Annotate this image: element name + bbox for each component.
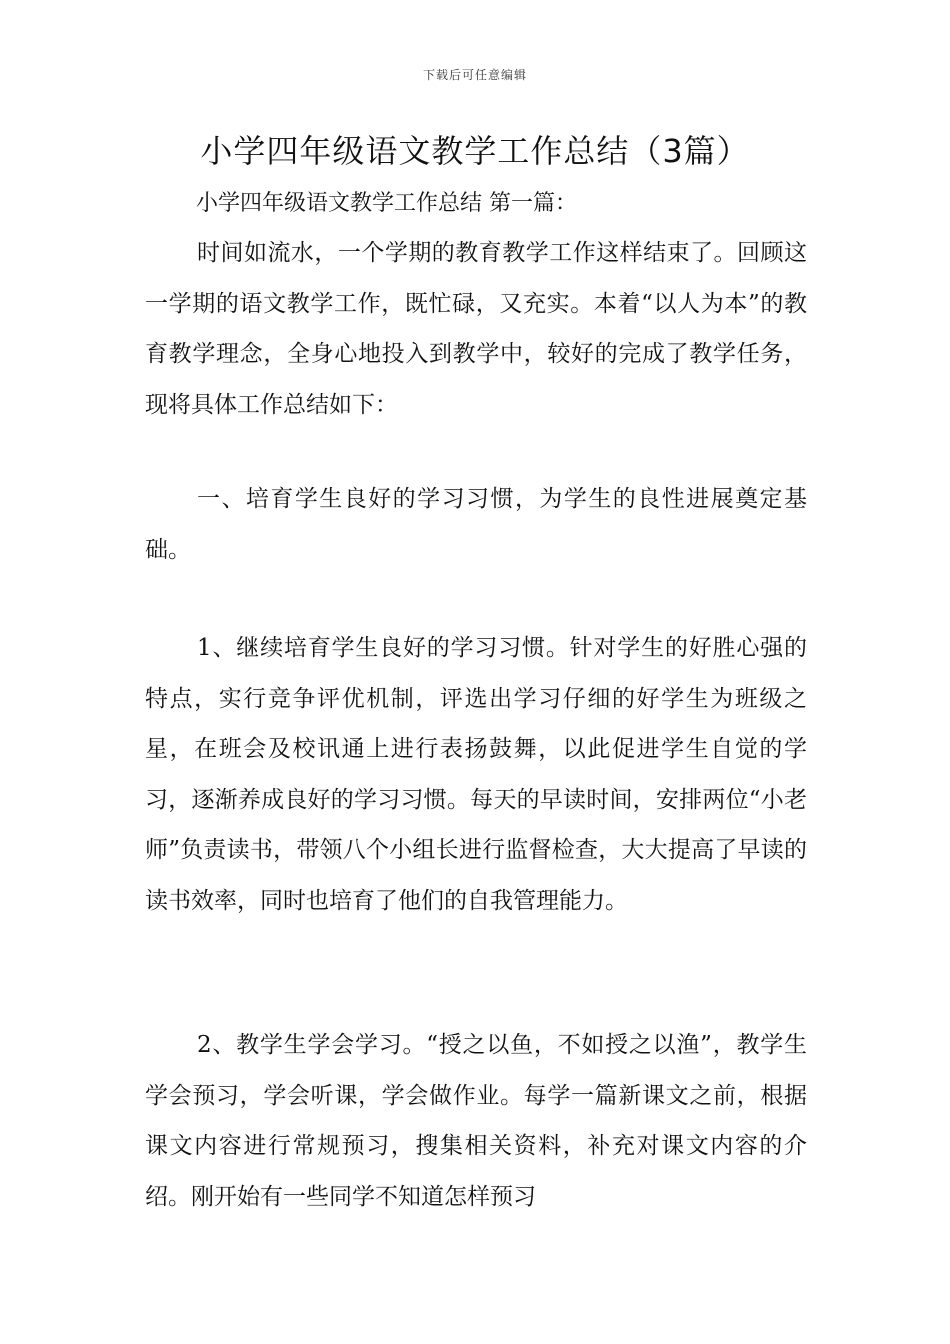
document-title: 小学四年级语文教学工作总结（3篇） — [200, 132, 750, 170]
paragraph-section-heading: 一、培育学生良好的学习习惯，为学生的良性进展奠定基础。 — [145, 486, 807, 563]
paragraph-item-1: 1、继续培育学生良好的学习习惯。针对学生的好胜心强的特点，实行竞争评优机制，评选出学习仔细的好学生为班级之星，在班会及校讯通上进行表扬鼓舞，以此促进学生自觉的学习，逐渐养成良好的学习习惯。每天的早读时间，安排两位“小老师”负责读书，带领八个小组长进行监督检查，大大提高了早读的读书效率，同时也培育了他们的自我管理能力。 — [145, 635, 807, 914]
section-subtitle: 小学四年级语文教学工作总结 第一篇： — [196, 191, 577, 216]
paragraph-item-2: 2、教学生学会学习。“授之以鱼，不如授之以渔”，教学生学会预习，学会听课，学会做作业。每学一篇新课文之前，根据课文内容进行常规预习，搜集相关资料，补充对课文内容的介绍。刚开始有一些同学不知道怎样预习 — [145, 1032, 807, 1210]
paragraph-intro: 时间如流水，一个学期的教育教学工作这样结束了。回顾这一学期的语文教学工作，既忙碌，又充实。本着“以人为本”的教育教学理念，全身心地投入到教学中，较好的完成了教学任务，现将具体工作总结如下： — [145, 240, 807, 418]
header-note: 下载后可任意编辑 — [422, 68, 527, 82]
